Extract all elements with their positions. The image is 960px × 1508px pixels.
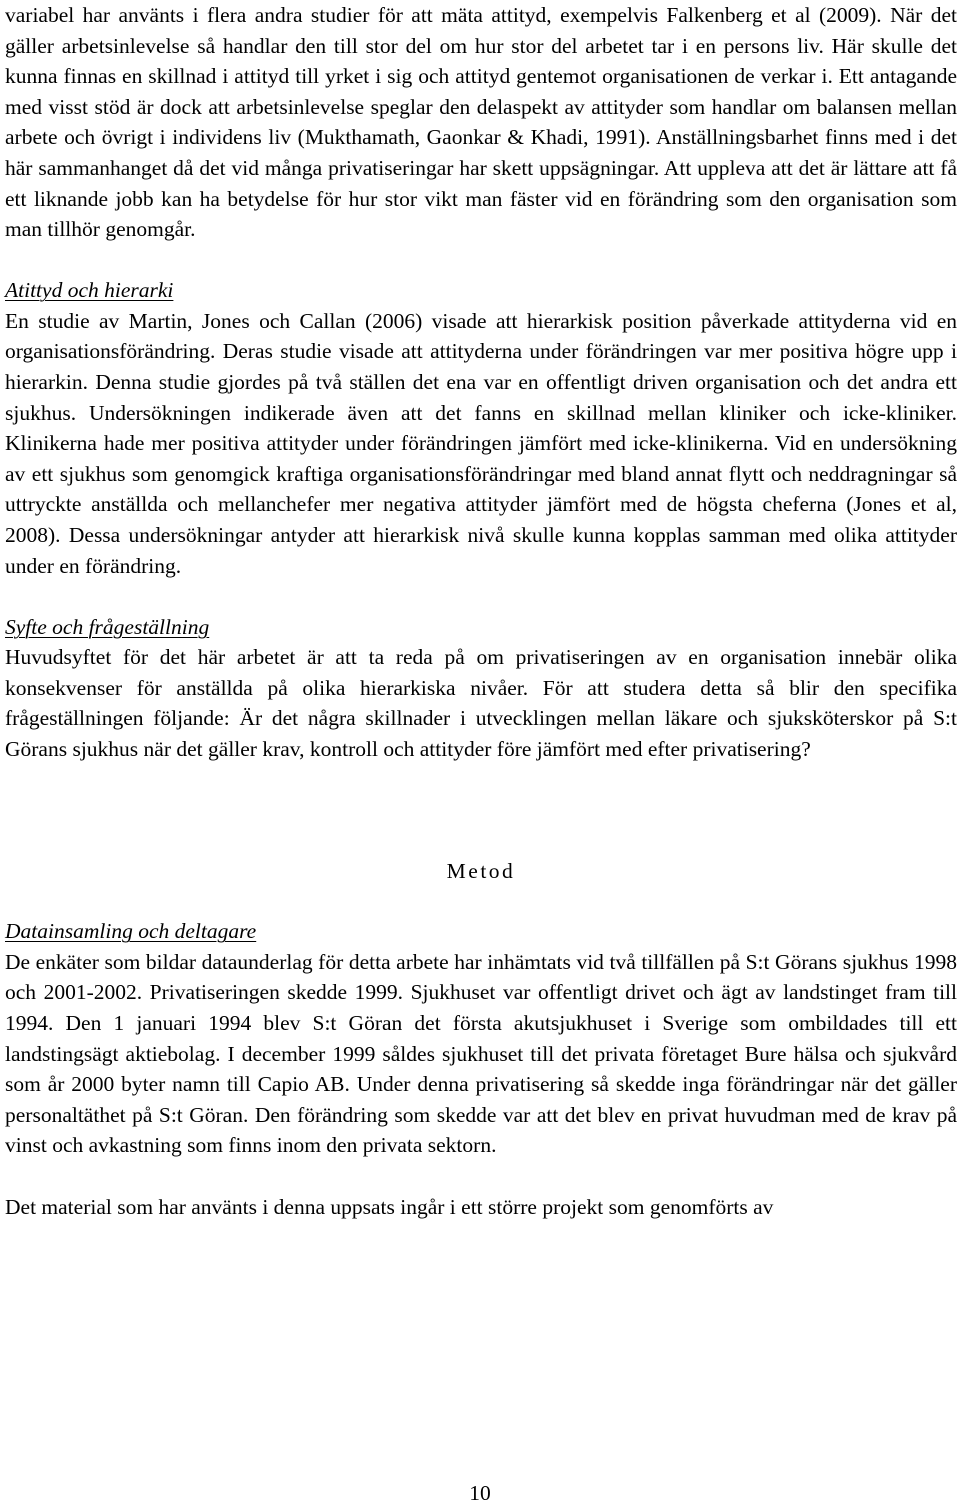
- section-spacer: [5, 765, 957, 856]
- paragraph-hierarki: En studie av Martin, Jones och Callan (2006) visade att hierarkisk position påverkade attityderna vid en organisationsförändring. Deras studie visade att attityderna under förändringen var mer positiva högre upp i hierarkin. Denna studie gjordes på två ställen det ena var en offentligt driven organisation och det andra ett sjukhus. Undersökningen indikerade även att det fanns en skillnad mellan kliniker och icke-kliniker. Klinikerna hade mer positiva attityder under förändringen jämfört med icke-klinikerna. Vid en undersökning av ett sjukhus som genomgick kraftiga organisationsförändringar med bland annat flytt och neddragningar så uttryckte anställda och mellanchefer mer negativa attityder jämfört med de högsta cheferna (Jones et al, 2008). Dessa undersökningar antyder att hierarkisk nivå skulle kunna kopplas samman med olika attityder under en förändring.: [5, 308, 957, 578]
- paragraph-intro: variabel har använts i flera andra studier för att mäta attityd, exempelvis Falkenberg et al (2009). När det gäller arbetsinlevelse så handlar den till stor del om hur stor del arbetet tar i en persons liv. Här skulle det kunna finnas en skillnad i attityd till yrket i sig och attityd gentemot organisationen de verkar i. Ett antagande med visst stöd är dock att arbetsinlevelse speglar den delaspekt av attityder som handlar om balansen mellan arbete och övrigt i individens liv (Mukthamath, Gaonkar & Khadi, 1991). Anställningsbarhet finns med i det här sammanhanget då det vid många privatiseringar har skett uppsägningar. Att uppleva att det är lättare att få ett liknande jobb kan ha betydelse för hur stor vikt man fäster vid en förändring som den organisation som man tillhör genomgår.: [5, 3, 957, 242]
- section-spacer: [5, 886, 957, 916]
- paragraph-spacer: [5, 581, 957, 612]
- document-page: [5, 0, 957, 1222]
- heading-attityd-hierarki: Atittyd och hierarki: [5, 278, 174, 303]
- section-title-metod: Metod: [446, 858, 516, 883]
- heading-syfte: Syfte och frågeställning: [5, 614, 210, 639]
- paragraph-syfte: Huvudsyftet för det här arbetet är att ta reda på om privatiseringen av en organisation innebär olika konsekvenser för anställda på olika hierarkiska nivåer. För att studera detta så blir den specifika frågeställningen följande: Är det några skillnader i utvecklingen mellan läkare och sjuksköterskor på S:t Görans sjukhus när det gäller krav, kontroll och attityder före jämfört med efter privatisering?: [5, 645, 957, 762]
- paragraph-datainsamling: De enkäter som bildar dataunderlag för detta arbete har inhämtats vid två tillfällen på S:t Görans sjukhus 1998 och 2001-2002. Privatiseringen skedde 1999. Sjukhuset var offentligt drivet och ägt av landstinget fram till 1994. Den 1 januari 1994 blev S:t Göran det första akutsjukhuset i Sverige som ombildades till ett landstingsägt aktiebolag. I december 1999 såldes sjukhuset till det privata företaget Bure hälsa och sjukvård som år 2000 byter namn till Capio AB. Under denna privatisering så skedde inga förändringar när det gäller personaltäthet på S:t Göran. Den förändring som skedde var att det blev en privat huvudman med de krav på vinst och avkastning som finns inom den privata sektorn.: [5, 949, 957, 1158]
- paragraph-spacer: [5, 245, 957, 276]
- page-number: 10: [469, 1481, 491, 1505]
- paragraph-material: Det material som har använts i denna uppsats ingår i ett större projekt som genomförts av: [5, 1194, 774, 1219]
- paragraph-spacer: [5, 1161, 957, 1192]
- heading-datainsamling: Datainsamling och deltagare: [5, 919, 257, 944]
